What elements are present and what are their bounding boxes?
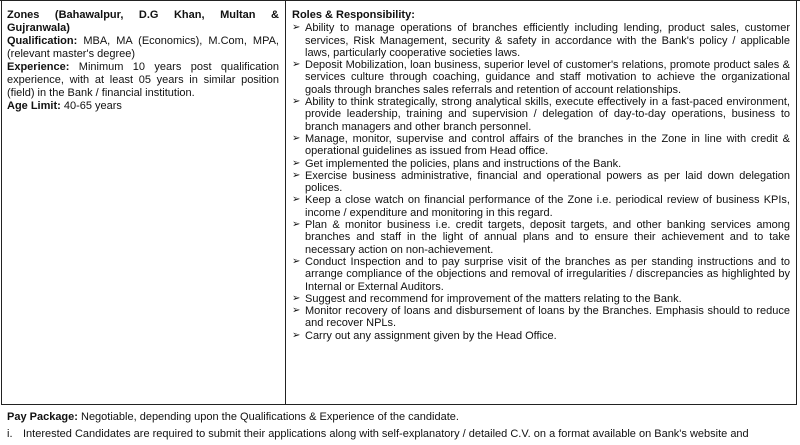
- list-item-text: Keep a close watch on financial performance of the Zone i.e. periodical review of business KPIs, income / expenditure and monitoring in this regard.: [305, 194, 790, 219]
- pay-text: Negotiable, depending upon the Qualifications & Experience of the candidate.: [81, 411, 459, 423]
- instruction-text: Interested Candidates are required to submit their applications along with self-explanatory / detailed C.V. on a format available on Bank's website and: [23, 428, 749, 440]
- table-left-border: [1, 0, 2, 405]
- arrow-bullet-icon: ➢: [292, 169, 301, 181]
- instruction-item: [7, 428, 797, 441]
- list-item: [292, 219, 790, 256]
- list-item: [292, 293, 790, 305]
- list-item-text: Ability to manage operations of branches efficiently including lending, product sales, customer services, Risk Management, security & safety in accordance with the Bank's policy / applicable laws, particularly cooperative societies laws.: [305, 22, 790, 59]
- roles-section: [292, 9, 790, 342]
- arrow-bullet-icon: ➢: [292, 255, 301, 267]
- age-label: Age Limit:: [7, 100, 61, 112]
- list-item-text: Ability to think strategically, strong analytical skills, execute effectively in a fast-paced environment, provide leadership, training and supervision / delegation of day-to-day operations, business to branch managers and other branch personnel.: [305, 96, 790, 133]
- zones-title: Zones (Bahawalpur, D.G Khan, Multan & Gujranwala): [7, 9, 279, 34]
- arrow-bullet-icon: ➢: [292, 329, 301, 341]
- qualification: [7, 35, 279, 61]
- list-item: [292, 170, 790, 195]
- list-item: [292, 305, 790, 330]
- arrow-bullet-icon: ➢: [292, 292, 301, 304]
- list-item: [292, 59, 790, 96]
- roles-list: [292, 22, 790, 342]
- list-item: [292, 330, 790, 342]
- arrow-bullet-icon: ➢: [292, 96, 301, 108]
- list-item-text: Plan & monitor business i.e. credit targets, deposit targets, and other banking services among branches and staff in the light of annual plans and to ensure their achievement and to take necessary action on non-achievement.: [305, 219, 790, 256]
- arrow-bullet-icon: ➢: [292, 305, 301, 317]
- arrow-bullet-icon: ➢: [292, 132, 301, 144]
- pay-label: Pay Package:: [7, 411, 78, 423]
- experience-label: Experience:: [7, 61, 70, 73]
- age-text: 40-65 years: [63, 100, 122, 112]
- experience-text: Minimum 10 years post qualification experience, with at least 05 years in similar position (field) in the Bank / financial institution.: [7, 61, 279, 99]
- footer-section: [7, 411, 797, 445]
- pay-package: [7, 411, 797, 424]
- experience: [7, 61, 279, 100]
- arrow-bullet-icon: ➢: [292, 219, 301, 231]
- list-item: [292, 194, 790, 219]
- table-top-border: [0, 0, 800, 1]
- list-item-text: Conduct Inspection and to pay surprise visit of the branches as per standing instructions and to arrange compliance of the objections and removal of irregularities / discrepancies as highlighted by Internal or External Auditors.: [305, 255, 790, 293]
- arrow-bullet-icon: ➢: [292, 59, 301, 71]
- list-item: [292, 256, 790, 293]
- list-item: [292, 22, 790, 59]
- column-divider: [285, 0, 286, 405]
- age-limit: [7, 100, 279, 113]
- table-right-border: [796, 0, 797, 405]
- roles-heading: Roles & Responsibility:: [292, 9, 415, 21]
- list-item: [292, 158, 790, 170]
- list-item-text: Exercise business administrative, financial and operational powers as per laid down delegation polices.: [305, 169, 790, 195]
- list-item-text: Get implemented the policies, plans and instructions of the Bank.: [305, 157, 622, 170]
- table-bottom-border: [1, 404, 797, 405]
- list-item-text: Suggest and recommend for improvement of the matters relating to the Bank.: [305, 292, 682, 305]
- position-details: [7, 9, 279, 113]
- qualification-label: Qualification:: [7, 35, 78, 47]
- list-item: [292, 133, 790, 158]
- arrow-bullet-icon: ➢: [292, 194, 301, 206]
- arrow-bullet-icon: ➢: [292, 22, 301, 34]
- instruction-number: i.: [7, 428, 13, 440]
- qualification-text: MBA, MA (Economics), M.Com, MPA, (relevant master's degree): [7, 35, 279, 60]
- arrow-bullet-icon: ➢: [292, 157, 301, 169]
- list-item-text: Manage, monitor, supervise and control affairs of the branches in the Zone in line with credit & operational guidelines as issued from Head office.: [305, 132, 790, 158]
- list-item: [292, 96, 790, 133]
- list-item-text: Monitor recovery of loans and disbursement of loans by the Branches. Emphasis should to reduce and recover NPLs.: [305, 305, 790, 330]
- list-item-text: Deposit Mobilization, loan business, superior level of customer's relations, promote product sales & services culture through coaching, guidance and staff motivation to achieve the organizational goals through branches sales referrals and retention of account relationships.: [305, 59, 790, 96]
- list-item-text: Carry out any assignment given by the Head Office.: [305, 329, 557, 342]
